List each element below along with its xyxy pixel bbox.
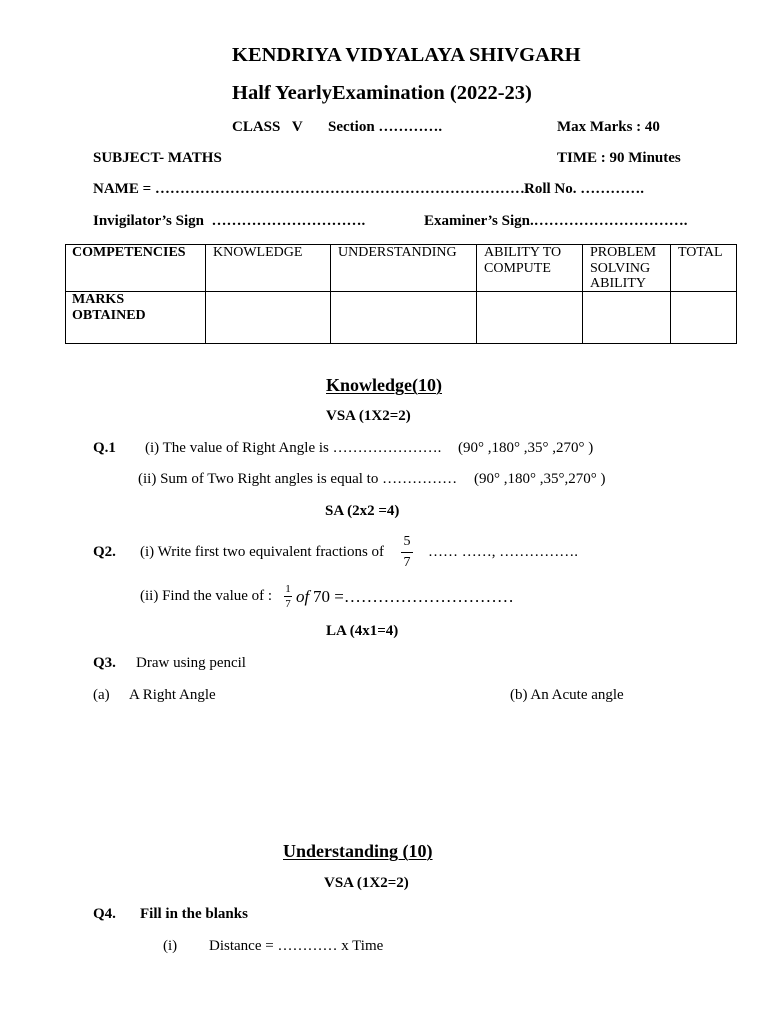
- knowledge-la-label: LA (4x1=4): [326, 623, 399, 639]
- table-header-problem-solving: PROBLEM SOLVING ABILITY: [583, 245, 671, 292]
- knowledge-sa-label: SA (2x2 =4): [325, 503, 400, 519]
- invigilator-sign-field: Invigilator’s Sign ………………………….: [93, 213, 366, 229]
- name-field: NAME = …………………………………………………………………: [93, 181, 530, 197]
- q1-ii-text: (ii) Sum of Two Right angles is equal to ……………: [138, 471, 458, 487]
- table-header-knowledge: KNOWLEDGE: [206, 245, 331, 292]
- q4-i-label: (i): [163, 938, 178, 954]
- q3-number: Q3.: [93, 655, 116, 671]
- fraction-numerator: 5: [403, 534, 411, 549]
- class-label: CLASS V: [232, 119, 303, 135]
- roll-no-field: Roll No. ………….: [524, 181, 644, 197]
- q1-ii-options: (90° ,180° ,35°,270° ): [474, 471, 606, 487]
- marks-cell-total: [671, 292, 737, 344]
- fraction-denominator: 7: [285, 598, 291, 610]
- school-name: KENDRIYA VIDYALAYA SHIVGARH: [232, 44, 581, 66]
- table-row-label-cell: [66, 292, 206, 344]
- q2-ii-text: (ii) Find the value of :: [140, 588, 273, 604]
- table-header-understanding: UNDERSTANDING: [331, 245, 477, 292]
- q3-text: Draw using pencil: [136, 655, 246, 671]
- q2-number: Q2.: [93, 544, 116, 560]
- q3-a-text: A Right Angle: [129, 687, 216, 703]
- q4-text: Fill in the blanks: [140, 906, 248, 922]
- q2-ii-expression: 70 =…………………………: [313, 587, 514, 606]
- fraction-denominator: 7: [403, 555, 411, 570]
- knowledge-vsa-label: VSA (1X2=2): [326, 408, 411, 424]
- marks-cell-ability-to-compute: [477, 292, 583, 344]
- understanding-section-title: Understanding (10): [283, 841, 433, 861]
- q4-i-text: Distance = ………… x Time: [209, 938, 384, 954]
- q1-i-options: (90° ,180° ,35° ,270° ): [458, 440, 594, 456]
- knowledge-section-title: Knowledge(10): [326, 375, 442, 395]
- marks-cell-problem-solving: [583, 292, 671, 344]
- fraction-bar: [284, 596, 292, 597]
- fraction-one-seventh: [284, 583, 292, 610]
- q2-ii-of: of: [296, 587, 310, 606]
- q4-number: Q4.: [93, 906, 116, 922]
- marks-obtained-label: MARKS OBTAINED: [72, 292, 146, 323]
- subject-label: SUBJECT- MATHS: [93, 150, 222, 166]
- q3-a-label: (a): [93, 687, 110, 703]
- q1-i-text: (i) The value of Right Angle is ………………….: [145, 440, 442, 456]
- max-marks: Max Marks : 40: [557, 119, 660, 135]
- q1-number: Q.1: [93, 440, 116, 456]
- q2-i-text: (i) Write first two equivalent fractions of: [140, 544, 385, 560]
- fraction-five-sevenths: [401, 534, 413, 571]
- section-field: Section ………….: [328, 119, 443, 135]
- table-header-ability-to-compute: ABILITY TO COMPUTE: [477, 245, 583, 292]
- marks-table: [65, 244, 737, 344]
- table-header-competencies: COMPETENCIES: [66, 245, 206, 292]
- marks-cell-understanding: [331, 292, 477, 344]
- fraction-bar: [401, 552, 413, 553]
- table-header-total: TOTAL: [671, 245, 737, 292]
- fraction-numerator: 1: [285, 583, 291, 595]
- examiner-sign-field: Examiner’s Sign.………………………….: [424, 213, 688, 229]
- q2-i-blanks: …… ……, …………….: [428, 544, 578, 560]
- q3-b-text: (b) An Acute angle: [510, 687, 624, 703]
- marks-cell-knowledge: [206, 292, 331, 344]
- exam-title: Half YearlyExamination (2022-23): [232, 82, 532, 104]
- understanding-vsa-label: VSA (1X2=2): [324, 875, 409, 891]
- time-label: TIME : 90 Minutes: [557, 150, 681, 166]
